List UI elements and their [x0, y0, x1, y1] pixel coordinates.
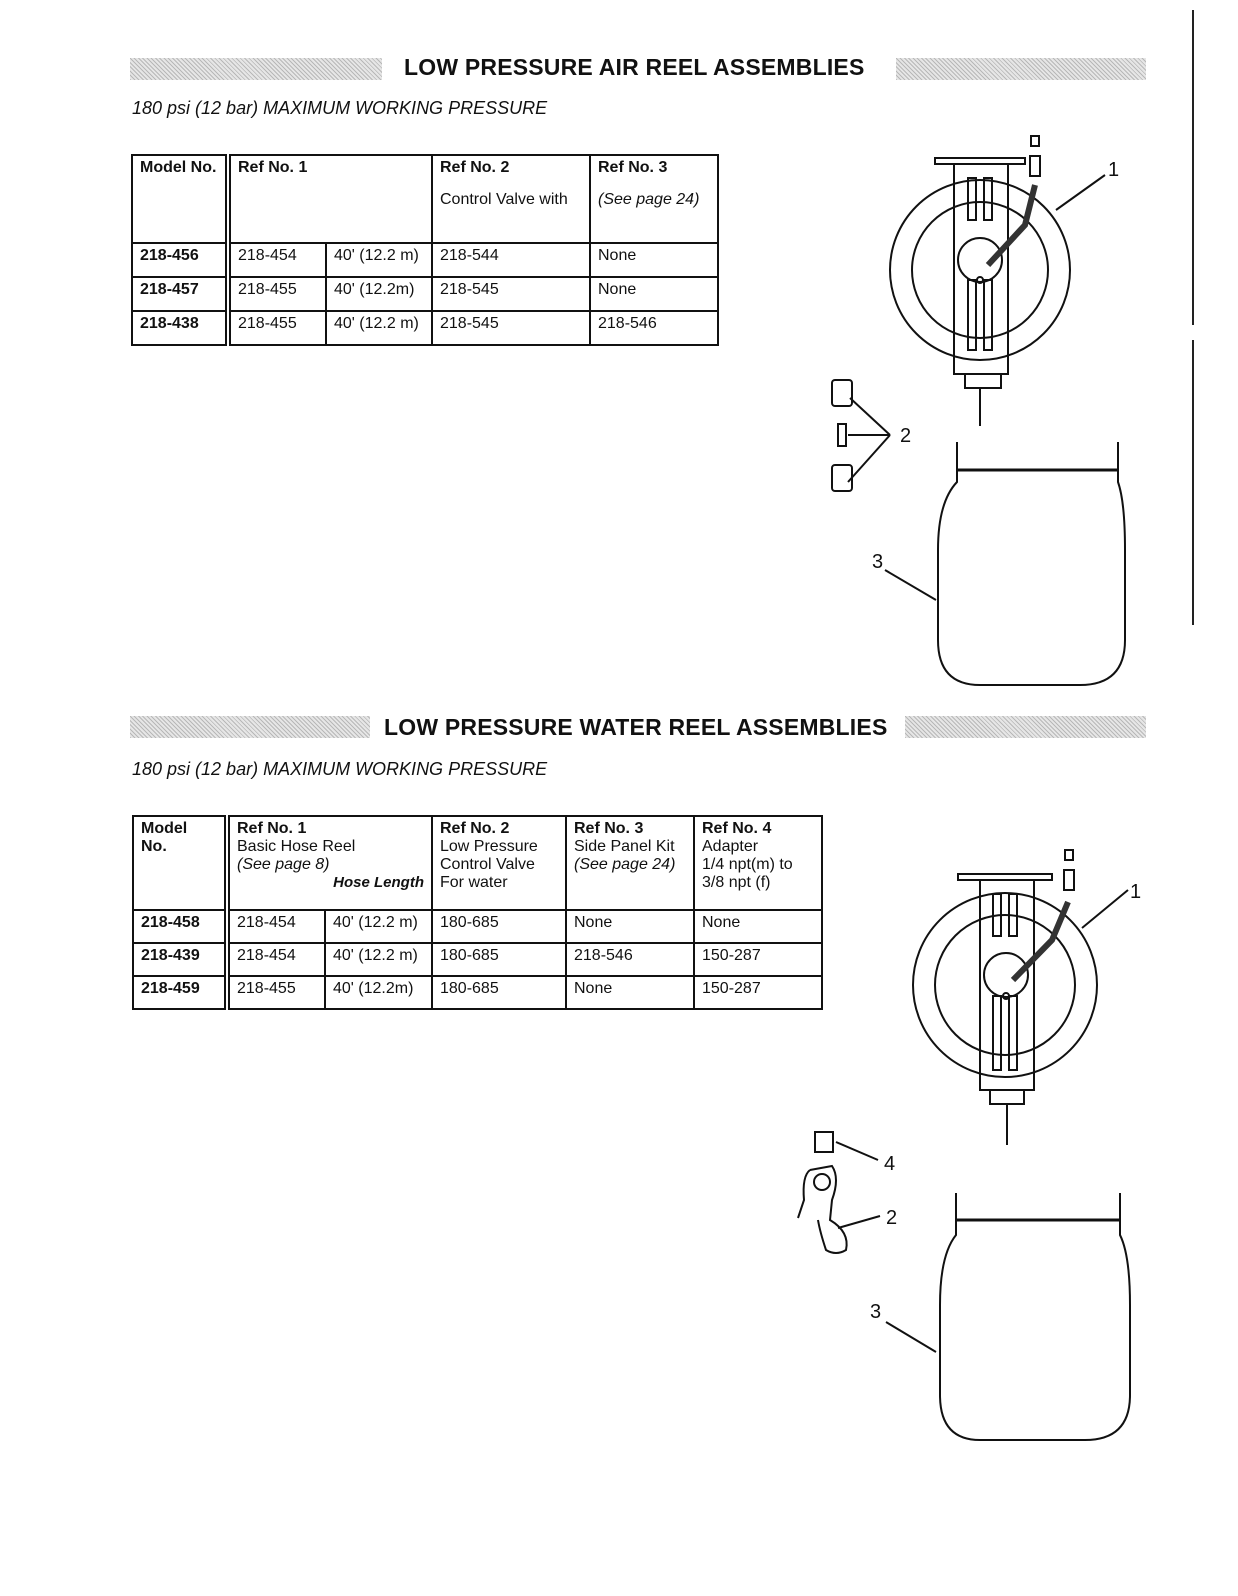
callout-line-4: [836, 1142, 878, 1160]
header-model: Model No.: [133, 816, 227, 910]
header-ref2-label: Ref No. 2: [440, 820, 510, 837]
fitting-icon: [832, 465, 852, 491]
table-row: [132, 311, 718, 345]
hose-length: 40' (12.2 m): [325, 910, 432, 943]
header-ref4-line2: 1/4 npt(m) to: [702, 856, 793, 873]
ref1-part: 218-455: [228, 311, 326, 345]
ref3-part: None: [566, 910, 694, 943]
header-ref4-label: Ref No. 4: [702, 820, 772, 837]
ref1-part: 218-455: [227, 976, 325, 1009]
callout-label-1: 1: [1108, 159, 1120, 181]
table-header-row: [133, 816, 822, 910]
fitting-icon: [838, 424, 846, 446]
air-reel-diagram: [820, 130, 1150, 695]
ref1-part: 218-455: [228, 277, 326, 311]
adapter-icon: [815, 1132, 833, 1152]
model-number: 218-438: [132, 311, 228, 345]
header-ref2-line3: For water: [440, 874, 508, 891]
header-ref4-line1: Adapter: [702, 838, 759, 855]
ref4-part: 150-287: [694, 976, 822, 1009]
callout-label-2: 2: [886, 1207, 898, 1229]
hose-length: 40' (12.2 m): [326, 311, 432, 345]
header-ref3-label: Ref No. 3: [574, 820, 644, 837]
air-reel-table: [131, 154, 719, 346]
header-ref1: [227, 816, 432, 910]
ref4-part: 150-287: [694, 943, 822, 976]
ref3-part: None: [566, 976, 694, 1009]
callout-label-4: 4: [884, 1153, 896, 1175]
callout-line-2: [850, 398, 890, 435]
header-ref4-line3: 3/8 npt (f): [702, 874, 771, 891]
ref3-part: None: [590, 243, 718, 277]
water-section-title: LOW PRESSURE WATER REEL ASSEMBLIES: [384, 714, 888, 740]
table-row: [132, 277, 718, 311]
water-pressure-rating: 180 psi (12 bar) MAXIMUM WORKING PRESSURE: [132, 759, 548, 779]
hose-fitting-icon: [1030, 156, 1040, 176]
header-ref2-line1: Low Pressure: [440, 838, 538, 855]
heading-band-right: [905, 716, 1146, 738]
heading-band-left: [130, 58, 382, 80]
hose: [988, 185, 1035, 265]
header-ref1-label: Ref No. 1: [237, 820, 307, 837]
header-ref3: [590, 155, 718, 243]
table-row: [132, 243, 718, 277]
water-reel-diagram: [780, 840, 1150, 1450]
side-panel: [938, 442, 1125, 685]
model-number: 218-439: [133, 943, 227, 976]
table-row: [133, 943, 822, 976]
callout-line-3: [886, 1322, 936, 1352]
reel-drum-outer: [913, 893, 1097, 1077]
hose-length: 40' (12.2 m): [325, 943, 432, 976]
water-reel-table: [132, 815, 823, 1010]
ref2-part: 218-545: [432, 277, 590, 311]
hose-length: 40' (12.2m): [326, 277, 432, 311]
callout-line-2: [838, 1216, 880, 1228]
ref2-part: 180-685: [432, 943, 566, 976]
header-ref1-line1: Basic Hose Reel: [237, 838, 356, 855]
header-ref2-sub: Control Valve with: [440, 191, 568, 208]
ref2-part: 180-685: [432, 910, 566, 943]
header-ref2-line2: Control Valve: [440, 856, 535, 873]
fitting-icon: [832, 380, 852, 406]
page-edge-mark: [1192, 340, 1194, 625]
ref3-part: None: [590, 277, 718, 311]
table-row: [133, 976, 822, 1009]
ref1-part: 218-454: [227, 943, 325, 976]
header-ref2: [432, 155, 590, 243]
header-ref1: Ref No. 1: [228, 155, 432, 243]
header-ref3-line1: Side Panel Kit: [574, 838, 675, 855]
callout-label-3: 3: [870, 1301, 882, 1323]
ref2-part: 180-685: [432, 976, 566, 1009]
control-valve-icon: [798, 1166, 847, 1253]
header-model: Model No.: [132, 155, 228, 243]
model-number: 218-457: [132, 277, 228, 311]
header-ref3-sub: (See page 24): [598, 191, 700, 208]
reel-drum-outer: [890, 180, 1070, 360]
header-hose-length: Hose Length: [333, 874, 424, 891]
header-ref3-line2: (See page 24): [574, 856, 676, 873]
header-ref2: [432, 816, 566, 910]
air-pressure-rating: 180 psi (12 bar) MAXIMUM WORKING PRESSURE: [132, 98, 548, 118]
header-ref2-label: Ref No. 2: [440, 159, 510, 176]
callout-label-3: 3: [872, 551, 884, 573]
air-section-title: LOW PRESSURE AIR REEL ASSEMBLIES: [404, 54, 865, 80]
ref3-part: 218-546: [566, 943, 694, 976]
page-edge-mark: [1192, 10, 1194, 325]
ref1-part: 218-454: [227, 910, 325, 943]
hose-length: 40' (12.2m): [325, 976, 432, 1009]
ref1-part: 218-454: [228, 243, 326, 277]
heading-band-right: [896, 58, 1146, 80]
table-header-row: [132, 155, 718, 243]
ref4-part: None: [694, 910, 822, 943]
hose-length: 40' (12.2 m): [326, 243, 432, 277]
ref2-part: 218-545: [432, 311, 590, 345]
header-ref3-label: Ref No. 3: [598, 159, 668, 176]
header-ref1-line2: (See page 8): [237, 856, 330, 873]
table-row: [133, 910, 822, 943]
model-number: 218-456: [132, 243, 228, 277]
model-number: 218-459: [133, 976, 227, 1009]
model-number: 218-458: [133, 910, 227, 943]
callout-label-2: 2: [900, 425, 912, 447]
side-panel: [940, 1193, 1130, 1440]
heading-band-left: [130, 716, 370, 738]
hose-fitting-icon: [1064, 870, 1074, 890]
callout-line-1: [1056, 175, 1105, 210]
callout-line-3: [885, 570, 936, 600]
ref3-part: 218-546: [590, 311, 718, 345]
callout-label-1: 1: [1130, 881, 1142, 903]
header-ref3: [566, 816, 694, 910]
ref2-part: 218-544: [432, 243, 590, 277]
callout-line-1: [1082, 890, 1128, 928]
